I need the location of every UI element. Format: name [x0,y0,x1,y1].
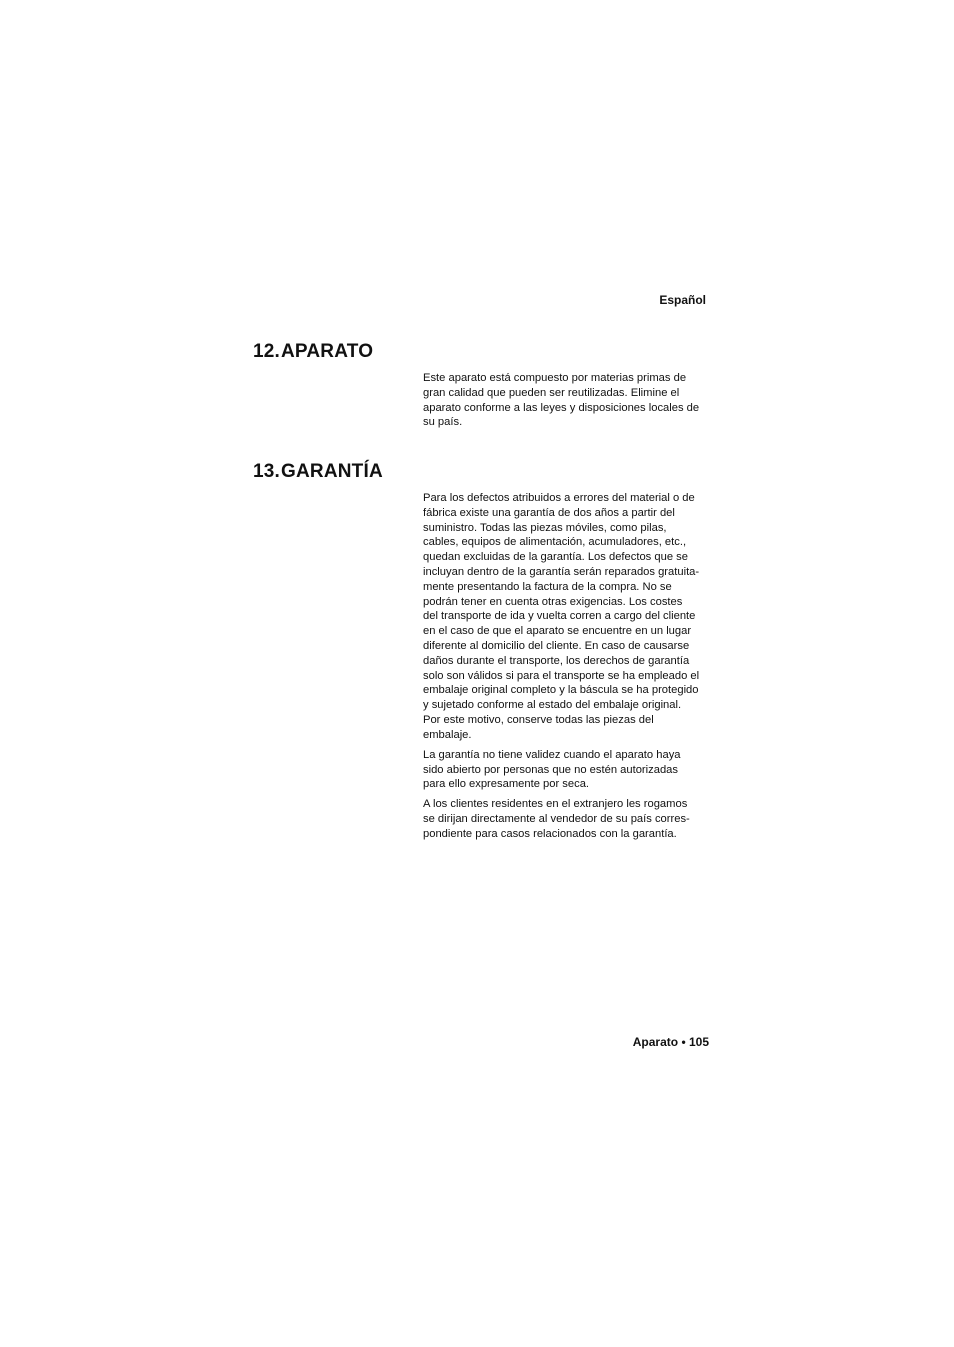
text-line: Este aparato está compuesto por materias primas de [423,372,687,384]
text-line: cables, equipos de alimentación, acumuladores, etc., [423,536,687,549]
text-line: del transporte de ida y vuelta corren a cargo del cliente [423,610,696,623]
text-line: daños durante el transporte, los derechos de garantía [423,654,690,667]
text-line: embalaje. [423,728,472,741]
text-line: se dirijan directamente al vendedor de su país corres- [423,813,690,826]
text-line: embalaje original completo y la báscula se ha protegido [423,684,699,697]
section-title: APARATO [281,341,374,362]
text-line: mente presentando la factura de la compra. No se [423,580,672,593]
text-line: Por este motivo, conserve todas las piezas del [423,713,654,726]
paragraph [423,748,715,792]
text-line: en el caso de que el aparato se encuentre en un lugar [423,625,692,638]
section-heading-aparato [253,341,373,363]
text-line: suministro. Todas las piezas móviles, como pilas, [423,521,667,534]
text-line: diferente al domicilio del cliente. En caso de causarse [423,639,690,652]
text-line: incluyan dentro de la garantía serán reparados gratuita- [423,565,700,578]
text-line: A los clientes residentes en el extranjero les rogamos [423,798,688,811]
text-line: solo son válidos si para el transporte se ha empleado el [423,669,700,682]
text-line: y sujetado conforme al estado del embalaje original. [423,699,682,712]
section-number: 12. [253,341,281,362]
text-line: podrán tener en cuenta otras exigencias. Los costes [423,595,683,608]
language-label: Español [659,293,706,307]
paragraph [423,797,715,841]
text-line: aparato conforme a las leyes y disposiciones locales de [423,401,700,414]
section-number: 13. [253,461,281,482]
text-line: sido abierto por personas que no estén autorizadas [423,763,678,776]
text-line: fábrica existe una garantía de dos años a partir del [423,506,675,519]
text-line: para ello expresamente por seca. [423,778,590,791]
text-line: pondiente para casos relacionados con la garantía. [423,827,677,840]
text-line: Para los defectos atribuidos a errores del material o de [423,492,695,504]
paragraph [423,491,715,743]
text-line: gran calidad que pueden ser reutilizadas. Elimine el [423,386,680,399]
section-body-aparato [423,371,715,435]
page-footer: Aparato • 105 [632,1035,709,1049]
text-line: La garantía no tiene validez cuando el aparato haya [423,748,681,761]
section-body-garantia [423,491,715,847]
text-line: quedan excluidas de la garantía. Los defectos que se [423,551,688,564]
section-heading-garantia [253,461,383,483]
section-title: GARANTÍA [281,461,383,482]
paragraph [423,371,715,430]
text-line: su país. [423,416,463,429]
